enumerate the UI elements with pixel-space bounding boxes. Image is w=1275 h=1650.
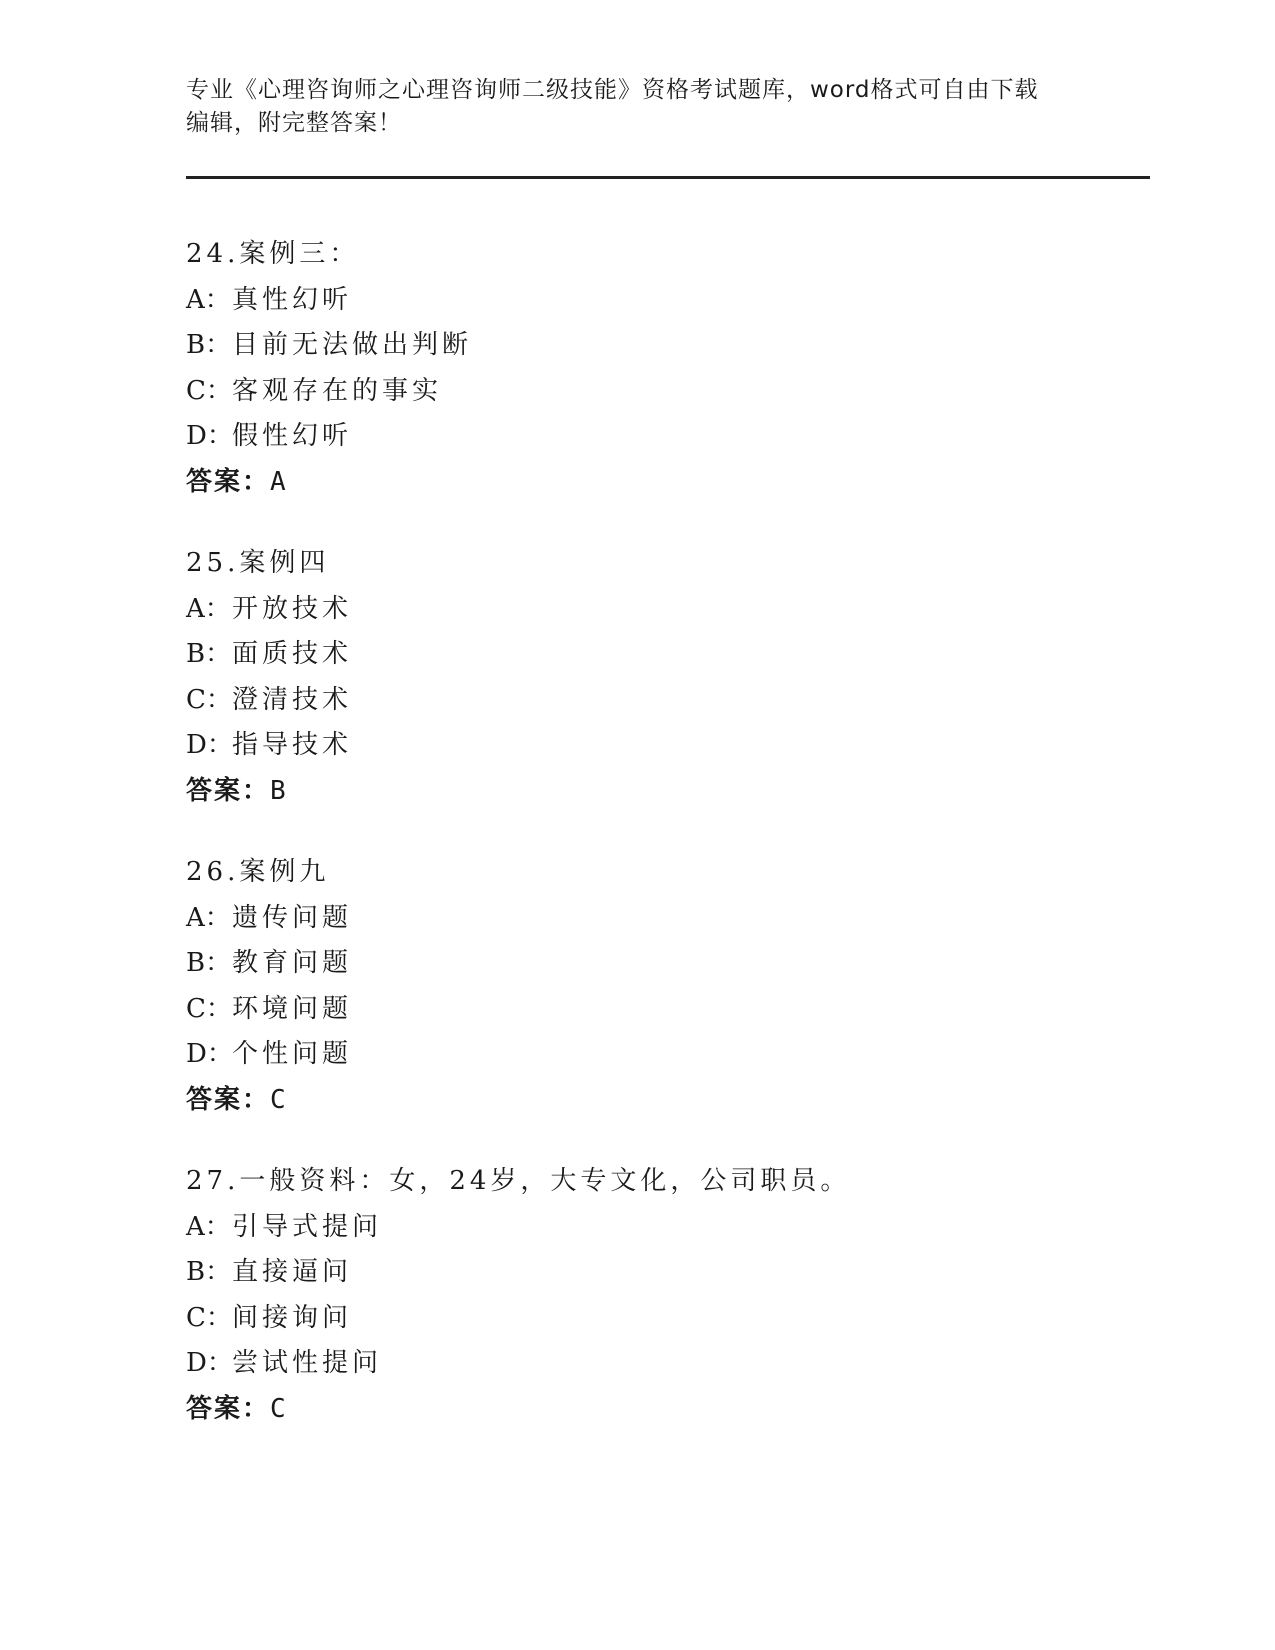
option-row (186, 587, 1146, 633)
option-text: 尝试性提问 (232, 1348, 383, 1378)
option-text: 澄清技术 (232, 684, 353, 715)
option-letter: B： (186, 639, 232, 669)
question-block (186, 1159, 1146, 1432)
answer-label: 答案： (186, 775, 271, 806)
question-stem: 24.案例三： (186, 239, 360, 269)
option-row (186, 678, 1146, 724)
option-row (186, 941, 1146, 987)
option-row (186, 632, 1146, 678)
answer-label: 答案： (186, 1084, 271, 1115)
answer-value: C (270, 1393, 288, 1424)
option-letter: A： (186, 902, 231, 933)
question-stem: 27.一般资料：女，24岁，大专文化，公司职员。 (186, 1166, 851, 1196)
option-letter: C： (186, 993, 232, 1024)
option-text: 直接逼问 (232, 1257, 353, 1287)
option-letter: C： (186, 684, 232, 715)
option-row (186, 987, 1146, 1033)
option-text: 客观存在的事实 (232, 375, 443, 406)
answer-value: C (270, 1084, 288, 1115)
question-stem: 25.案例四 (186, 548, 330, 578)
option-text: 真性幻听 (232, 284, 353, 315)
option-row (186, 1250, 1146, 1296)
option-text: 面质技术 (232, 639, 353, 669)
header-title-line-2: 编辑，附完整答案！ (186, 110, 402, 136)
option-text: 教育问题 (232, 948, 353, 978)
answer-label: 答案： (186, 1393, 271, 1424)
option-row (186, 1032, 1146, 1078)
option-row (186, 896, 1146, 942)
option-letter: A： (186, 1211, 231, 1242)
answer-line (186, 769, 1146, 815)
question-list (186, 232, 1146, 1468)
option-letter: B： (186, 330, 232, 360)
option-text: 目前无法做出判断 (232, 330, 473, 360)
option-letter: A： (186, 593, 231, 624)
option-letter: D： (186, 1348, 233, 1378)
option-row (186, 1341, 1146, 1387)
option-text: 个性问题 (232, 1039, 353, 1069)
option-row (186, 369, 1146, 415)
option-row (186, 278, 1146, 324)
question-stem: 26.案例九 (186, 857, 330, 887)
option-text: 指导技术 (232, 730, 353, 760)
option-text: 假性幻听 (232, 421, 353, 451)
option-letter: C： (186, 1302, 232, 1333)
answer-value: B (270, 775, 288, 806)
option-letter: A： (186, 284, 231, 315)
option-row (186, 414, 1146, 460)
option-text: 遗传问题 (232, 902, 353, 933)
question-block (186, 541, 1146, 814)
option-letter: D： (186, 1039, 233, 1069)
option-letter: B： (186, 1257, 232, 1287)
option-text: 间接询问 (232, 1302, 353, 1333)
document-header (186, 74, 1086, 140)
header-divider (186, 176, 1150, 179)
option-letter: D： (186, 730, 233, 760)
option-text: 引导式提问 (232, 1211, 383, 1242)
option-letter: C： (186, 375, 232, 406)
answer-line (186, 460, 1146, 506)
answer-line (186, 1387, 1146, 1433)
option-letter: D： (186, 421, 233, 451)
option-text: 开放技术 (232, 593, 353, 624)
option-text: 环境问题 (232, 993, 353, 1024)
answer-value: A (270, 466, 288, 497)
question-block (186, 850, 1146, 1123)
option-row (186, 1296, 1146, 1342)
option-row (186, 323, 1146, 369)
header-title-line-1: 专业《心理咨询师之心理咨询师二级技能》资格考试题库，word格式可自由下载 (186, 77, 1039, 103)
option-row (186, 1205, 1146, 1251)
question-block (186, 232, 1146, 505)
option-row (186, 723, 1146, 769)
answer-label: 答案： (186, 466, 271, 497)
option-letter: B： (186, 948, 232, 978)
answer-line (186, 1078, 1146, 1124)
